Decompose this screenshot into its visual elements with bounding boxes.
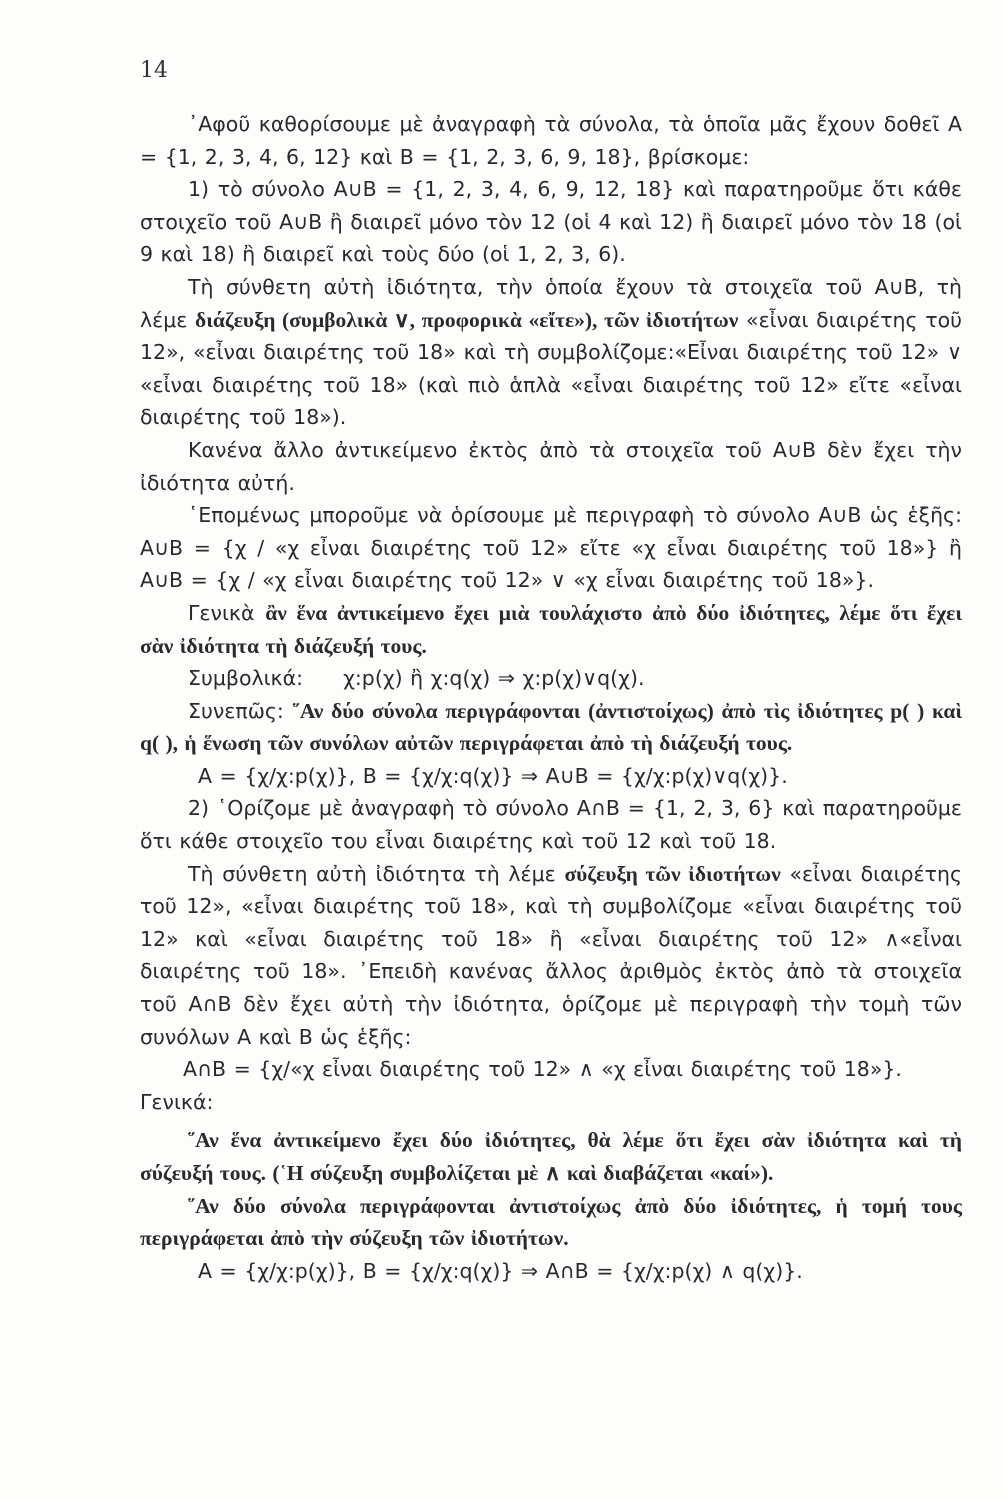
formula-disjunction: χ:p(χ) ἢ χ:q(χ) ⇒ χ:p(χ)∨q(χ). <box>343 666 645 691</box>
label-symbolic: Συμβολικά: <box>188 666 304 691</box>
formula-intersection-description: A∩B = {χ/«χ εἶναι διαιρέτης τοῦ 12» ∧ «χ εἶναι διαιρέτης τοῦ 18»}. <box>183 1057 902 1082</box>
page-number: 14 <box>140 58 168 83</box>
paragraph-disjunction-definition <box>140 271 962 434</box>
text-segment: Τὴ σύνθετη αὐτὴ ἰδιότητα τὴ λέμε <box>188 861 565 886</box>
text-segment: Γενικὰ <box>188 600 266 625</box>
text-segment: «εἶναι διαιρέτης τοῦ 12», «εἶναι διαιρέτης τοῦ 18» καὶ τὴ συμβολίζομε:«Εἶναι διαιρέτης τοῦ 12» ∨ «εἶναι διαιρέτης τοῦ 18» (καὶ πιὸ ἁπλὰ «εἶναι διαιρέτης τοῦ 12» εἴτε «εἶναι διαιρέτης τοῦ 18»). <box>140 307 962 430</box>
bold-rule-union: ῞Αν δύο σύνολα περιγράφονται (ἀντιστοίχως) ἀπὸ τὶς ἰδιότητες p( ) καὶ q( ), ἡ ἕνωση τῶν συνόλων αὐτῶν περιγράφεται ἀπὸ τὴ διάζευξή τους. <box>140 698 962 756</box>
bold-term-conjunction: σύζευξη τῶν ἰδιοτήτων <box>564 861 781 886</box>
paragraph-conjunction-definition <box>140 858 962 1054</box>
bold-rule-conjunction: ῞Αν ἕνα ἀντικείμενο ἔχει δύο ἰδιότητες, θὰ λέμε ὅτι ἔχει σὰν ἰδιότητα καὶ τὴ σύζευξή τους. (῾Η σύζευξη συμβολίζεται μὲ ∧ καὶ διαβάζεται «καί»). <box>140 1128 962 1185</box>
paragraph-no-other-object: Κανένα ἄλλο ἀντικείμενο ἐκτὸς ἀπὸ τὰ στοιχεῖα τοῦ A∪B δὲν ἔχει τὴν ἰδιότητα αὐτή. <box>140 437 962 495</box>
text-segment: Τὴ σύνθετη αὐτὴ ἰδιότητα, τὴν ὁποία ἔχουν τὰ στοιχεῖα τοῦ A∪B, τὴ λέμε <box>140 274 962 332</box>
text-segment: Συνεπῶς: <box>188 698 293 723</box>
paragraph-rule-intersection <box>140 1190 962 1255</box>
bold-rule-disjunction: ἂν ἕνα ἀντικείμενο ἔχει μιὰ τουλάχιστο ἀπὸ δύο ἰδιότητες, λέμε ὅτι ἔχει σὰν ἰδιότητα τὴ διάζευξή τους. <box>140 600 962 658</box>
formula-intersection: A = {χ/χ:p(χ)}, B = {χ/χ:q(χ)} ⇒ A∩B = {χ/χ:p(χ) ∧ q(χ)}. <box>198 1258 803 1283</box>
text-segment: «εἶναι διαιρέτης τοῦ 12», «εἶναι διαιρέτης τοῦ 18», καὶ τὴ συμβολίζομε «εἶναι διαιρέτης τοῦ 12» καὶ «εἶναι διαιρέτης τοῦ 18» ἢ «εἶναι διαιρέτης τοῦ 12» ∧«εἶναι διαιρέτης τοῦ 18». ᾿Επειδὴ κανένας ἄλλος ἀριθμὸς ἐκτὸς ἀπὸ τὰ στοιχεῖα τοῦ A∩B δὲν ἔχει αὐτὴ τὴν ἰδιότητα, ὁρίζομε μὲ περιγραφὴ τὴν τομὴ τῶν συνόλων A καὶ B ὡς ἑξῆς: <box>140 861 962 1049</box>
paragraph-intro: ᾿Αφοῦ καθορίσουμε μὲ ἀναγραφὴ τὰ σύνολα, τὰ ὁποῖα μᾶς ἔχουν δοθεῖ A = {1, 2, 3, 4, 6, 12} καὶ B = {1, 2, 3, 6, 9, 18}, βρίσκομε: <box>140 112 962 169</box>
paragraph-symbolic-disjunction <box>140 662 962 695</box>
bold-term-disjunction: διάζευξη (συμβολικὰ ∨, προφορικὰ «εἴτε»), τῶν ἰδιοτήτων <box>195 307 739 332</box>
paragraph-union-description: ῾Επομένως μποροῦμε νὰ ὁρίσουμε μὲ περιγραφὴ τὸ σύνολο A∪B ὡς ἑξῆς: A∪B = {χ / «χ εἶναι διαιρέτης τοῦ 12» εἴτε «χ εἶναι διαιρέτης τοῦ 18»} ἢ A∪B = {χ / «χ εἶναι διαιρέτης τοῦ 12» ∨ «χ εἶναι διαιρέτης τοῦ 18»}. <box>140 503 962 593</box>
paragraph-intersection-example: 2) ῾Ορίζομε μὲ ἀναγραφὴ τὸ σύνολο A∩B = {1, 2, 3, 6} καὶ παρατηροῦμε ὅτι κάθε στοιχεῖο του εἶναι διαιρέτης καὶ τοῦ 12 καὶ τοῦ 18. <box>140 796 962 854</box>
paragraph-rule-conjunction <box>140 1124 962 1189</box>
paragraph-consequently-union <box>140 695 962 760</box>
paragraph-union-example: 1) τὸ σύνολο A∪B = {1, 2, 3, 4, 6, 9, 12, 18} καὶ παρατηροῦμε ὅτι κάθε στοιχεῖο τοῦ A∪B ἢ διαιρεῖ μόνο τὸν 12 (οἱ 4 καὶ 12) ἢ διαιρεῖ μόνο τὸν 18 (οἱ 9 καὶ 18) ἢ διαιρεῖ καὶ τοὺς δύο (οἱ 1, 2, 3, 6). <box>140 177 962 267</box>
paragraph-generally: Γενικά: <box>140 1089 214 1114</box>
paragraph-general-disjunction <box>140 597 962 662</box>
bold-rule-intersection: ῞Αν δύο σύνολα περιγράφονται ἀντιστοίχως ἀπὸ δύο ἰδιότητες, ἡ τομή τους περιγράφεται ἀπὸ τὴν σύζευξη τῶν ἰδιοτήτων. <box>140 1193 962 1251</box>
formula-union: A = {χ/χ:p(χ)}, B = {χ/χ:q(χ)} ⇒ A∪B = {χ/χ:p(χ)∨q(χ)}. <box>198 763 788 788</box>
page-body <box>140 108 962 1287</box>
